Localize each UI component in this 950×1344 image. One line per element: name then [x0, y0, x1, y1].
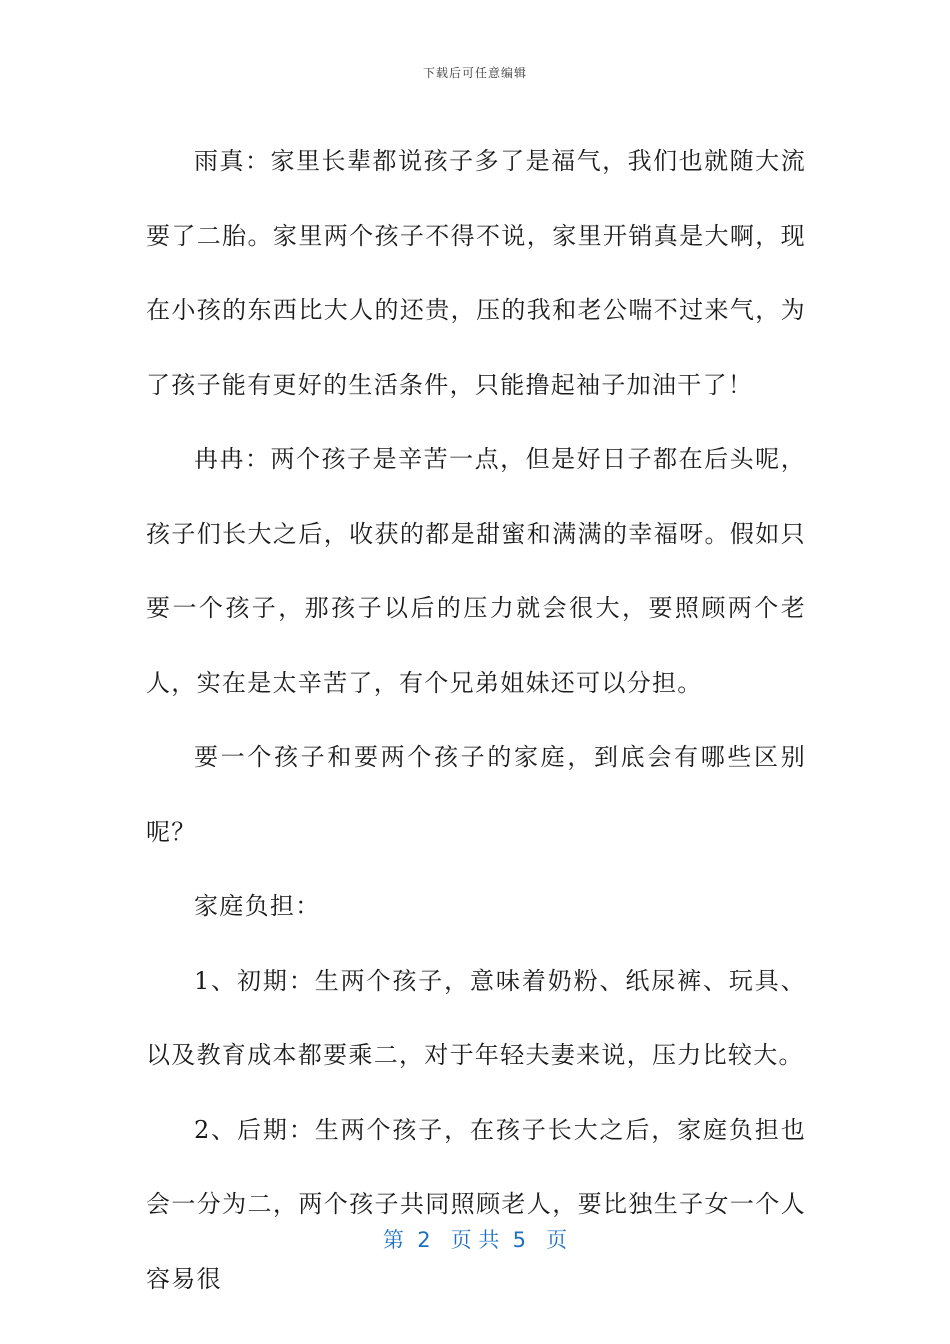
paragraph-yuzhen: 雨真：家里长辈都说孩子多了是福气，我们也就随大流要了二胎。家里两个孩子不得不说，家里开销真是大啊，现在小孩的东西比大人的还贵，压的我和老公喘不过来气，为了孩子能有更好的生活条件，只能撸起袖子加油干了！: [146, 147, 806, 399]
page-header: 下载后可任意编辑: [422, 66, 527, 80]
paragraph-question: 要一个孩子和要两个孩子的家庭，到底会有哪些区别呢？: [146, 743, 806, 846]
paragraph-later-stage: 2、后期：生两个孩子，在孩子长大之后，家庭负担也会一分为二，两个孩子共同照顾老人，要比独生子女一个人容易很: [146, 1115, 806, 1293]
paragraph-early-stage: 1、初期：生两个孩子，意味着奶粉、纸尿裤、玩具、以及教育成本都要乘二，对于年轻夫妻来说，压力比较大。: [146, 966, 806, 1069]
document-body: [146, 124, 806, 1316]
page-number-footer: 第 2 页 共 5 页: [382, 1228, 568, 1252]
section-heading-family-burden: 家庭负担：: [194, 892, 321, 920]
paragraph-ranran: 冉冉：两个孩子是辛苦一点，但是好日子都在后头呢，孩子们长大之后，收获的都是甜蜜和满满的幸福呀。假如只要一个孩子，那孩子以后的压力就会很大，要照顾两个老人，实在是太辛苦了，有个兄弟姐妹还可以分担。: [146, 445, 806, 697]
